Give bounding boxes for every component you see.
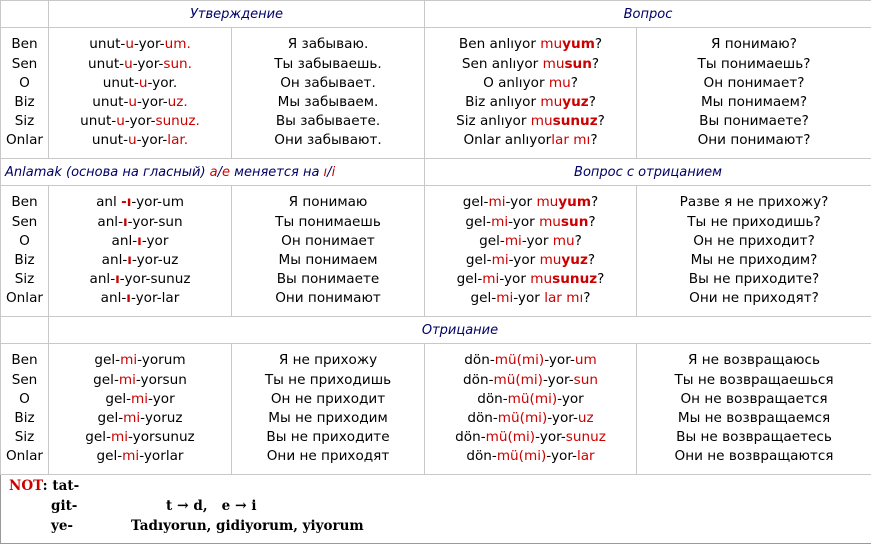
form-line: Он понимает? — [637, 74, 871, 93]
form-line: Мы не приходим? — [637, 251, 871, 270]
form-line: unut-u-yor-um. — [49, 35, 231, 54]
question-header: Вопрос — [425, 1, 871, 28]
form-line: Я понимаю? — [637, 35, 871, 54]
form-line: Я не прихожу — [232, 351, 424, 370]
negative-question-translations — [637, 186, 871, 317]
negation-forms-don — [425, 344, 637, 475]
form-line: Он понимает — [232, 232, 424, 251]
form-line: Вы забываете. — [232, 112, 424, 131]
form-line: Ben anlıyor muyum? — [425, 35, 636, 54]
section-3-header-row — [1, 317, 871, 344]
pronoun: Onlar — [1, 447, 48, 466]
form-line: gel-mi-yor musunuz? — [425, 270, 636, 289]
form-line: Ты не приходишь — [232, 371, 424, 390]
form-line: Ты понимаешь — [232, 213, 424, 232]
vowel-stem-translations — [232, 186, 425, 317]
form-line: Мы не возвращаемся — [637, 409, 871, 428]
form-line: Вы не приходите — [232, 428, 424, 447]
note-box — [1, 475, 871, 544]
rule-e: e — [222, 498, 231, 514]
question-translations — [637, 28, 871, 159]
note-row — [1, 475, 871, 544]
form-line: anl -ı-yor-um — [49, 193, 231, 212]
pronoun-list — [1, 186, 49, 317]
pronoun: Ben — [1, 351, 48, 370]
form-line: Я забываю. — [232, 35, 424, 54]
rule-i: i — [251, 498, 256, 514]
note-line-1 — [9, 478, 79, 494]
form-line: Siz anlıyor musunuz? — [425, 112, 636, 131]
form-line: gel-mi-yor — [49, 390, 231, 409]
form-line: Ты понимаешь? — [637, 55, 871, 74]
form-line: anl-ı-yor-lar — [49, 289, 231, 308]
form-line: Вы понимаете? — [637, 112, 871, 131]
pronoun: Sen — [1, 371, 48, 390]
form-line: Он не возвращается — [637, 390, 871, 409]
note-word-tat: tat- — [52, 478, 79, 494]
arrow-right-icon: → — [235, 498, 247, 514]
negative-question-header: Вопрос с отрицанием — [425, 159, 871, 186]
arrow-right-icon: → — [177, 498, 189, 514]
form-line: dön-mü(mi)-yor-uz — [425, 409, 636, 428]
blank-header-cell — [1, 1, 49, 28]
note-colon: : — [43, 478, 48, 494]
rule-d: d, — [193, 498, 207, 514]
note-word-ye: ye- — [51, 518, 73, 534]
form-line: Они не приходят — [232, 447, 424, 466]
pronoun: Ben — [1, 193, 48, 212]
form-line: unut-u-yor-sunuz. — [49, 112, 231, 131]
form-line: Он не приходит — [232, 390, 424, 409]
affirmative-translations — [232, 28, 425, 159]
form-line: gel-mi-yorlar — [49, 447, 231, 466]
form-line: O anlıyor mu? — [425, 74, 636, 93]
form-line: Он не приходит? — [637, 232, 871, 251]
form-line: Мы понимаем? — [637, 93, 871, 112]
pronoun: Sen — [1, 213, 48, 232]
affirmative-header: Утверждение — [49, 1, 425, 28]
anlamak-header: Anlamak (основа на гласный) a/e меняется на ı/i — [1, 159, 425, 186]
negative-question-forms — [425, 186, 637, 317]
pronoun-list — [1, 344, 49, 475]
negation-forms-gel — [49, 344, 232, 475]
form-line: Мы забываем. — [232, 93, 424, 112]
section-2-body-row — [1, 186, 871, 317]
form-line: Ты не приходишь? — [637, 213, 871, 232]
form-line: Ты забываешь. — [232, 55, 424, 74]
section-1-body-row — [1, 28, 871, 159]
form-line: gel-mi-yor lar mı? — [425, 289, 636, 308]
form-line: Мы понимаем — [232, 251, 424, 270]
section-3-body-row — [1, 344, 871, 475]
form-line: Я понимаю — [232, 193, 424, 212]
form-line: Разве я не прихожу? — [637, 193, 871, 212]
note-word-git: git- — [51, 498, 77, 514]
form-line: Biz anlıyor muyuz? — [425, 93, 636, 112]
form-line: Я не возвращаюсь — [637, 351, 871, 370]
negation-header: Отрицание — [49, 317, 871, 344]
form-line: anl-ı-yor — [49, 232, 231, 251]
form-line: unut-u-yor-lar. — [49, 131, 231, 150]
form-line: Он забывает. — [232, 74, 424, 93]
pronoun-list — [1, 28, 49, 159]
form-line: Вы не приходите? — [637, 270, 871, 289]
form-line: Они забывают. — [232, 131, 424, 150]
pronoun: Onlar — [1, 131, 48, 150]
blank-header-cell — [1, 317, 49, 344]
section-1-header-row — [1, 1, 871, 28]
form-line: unut-u-yor. — [49, 74, 231, 93]
form-line: dön-mü(mi)-yor-lar — [425, 447, 636, 466]
question-forms — [425, 28, 637, 159]
form-line: gel-mi-yor muyuz? — [425, 251, 636, 270]
form-line: dön-mü(mi)-yor-um — [425, 351, 636, 370]
form-line: Onlar anlıyorlar mı? — [425, 131, 636, 150]
form-line: Вы понимаете — [232, 270, 424, 289]
form-line: unut-u-yor-uz. — [49, 93, 231, 112]
pronoun: Onlar — [1, 289, 48, 308]
form-line: gel-mi-yorsun — [49, 371, 231, 390]
pronoun: Siz — [1, 428, 48, 447]
form-line: gel-mi-yorum — [49, 351, 231, 370]
form-line: Мы не приходим — [232, 409, 424, 428]
note-examples: Tadıyorun, gidiyorum, yiyorum — [131, 518, 364, 534]
pronoun: Siz — [1, 112, 48, 131]
form-line: Они понимают — [232, 289, 424, 308]
form-line: dön-mü(mi)-yor-sun — [425, 371, 636, 390]
pronoun: Biz — [1, 251, 48, 270]
form-line: anl-ı-yor-sun — [49, 213, 231, 232]
affirmative-forms — [49, 28, 232, 159]
form-line: anl-ı-yor-sunuz — [49, 270, 231, 289]
form-line: Вы не возвращаетесь — [637, 428, 871, 447]
form-line: Они понимают? — [637, 131, 871, 150]
pronoun: O — [1, 74, 48, 93]
note-label: NOT — [9, 478, 43, 494]
pronoun: Biz — [1, 93, 48, 112]
section-2-header-row — [1, 159, 871, 186]
form-line: anl-ı-yor-uz — [49, 251, 231, 270]
form-line: dön-mü(mi)-yor — [425, 390, 636, 409]
negation-translations-gel — [232, 344, 425, 475]
negation-translations-don — [637, 344, 871, 475]
form-line: gel-mi-yoruz — [49, 409, 231, 428]
form-line: Они не возвращаются — [637, 447, 871, 466]
form-line: Они не приходят? — [637, 289, 871, 308]
form-line: Ты не возвращаешься — [637, 371, 871, 390]
pronoun: Biz — [1, 409, 48, 428]
form-line: unut-u-yor-sun. — [49, 55, 231, 74]
vowel-stem-forms — [49, 186, 232, 317]
pronoun: O — [1, 232, 48, 251]
pronoun: Siz — [1, 270, 48, 289]
form-line: gel-mi-yor muyum? — [425, 193, 636, 212]
form-line: dön-mü(mi)-yor-sunuz — [425, 428, 636, 447]
form-line: Sen anlıyor musun? — [425, 55, 636, 74]
pronoun: Ben — [1, 35, 48, 54]
form-line: gel-mi-yor musun? — [425, 213, 636, 232]
pronoun: O — [1, 390, 48, 409]
pronoun: Sen — [1, 55, 48, 74]
rule-t: t — [166, 498, 172, 514]
form-line: gel-mi-yor mu? — [425, 232, 636, 251]
note-rule — [166, 498, 257, 514]
form-line: gel-mi-yorsunuz — [49, 428, 231, 447]
